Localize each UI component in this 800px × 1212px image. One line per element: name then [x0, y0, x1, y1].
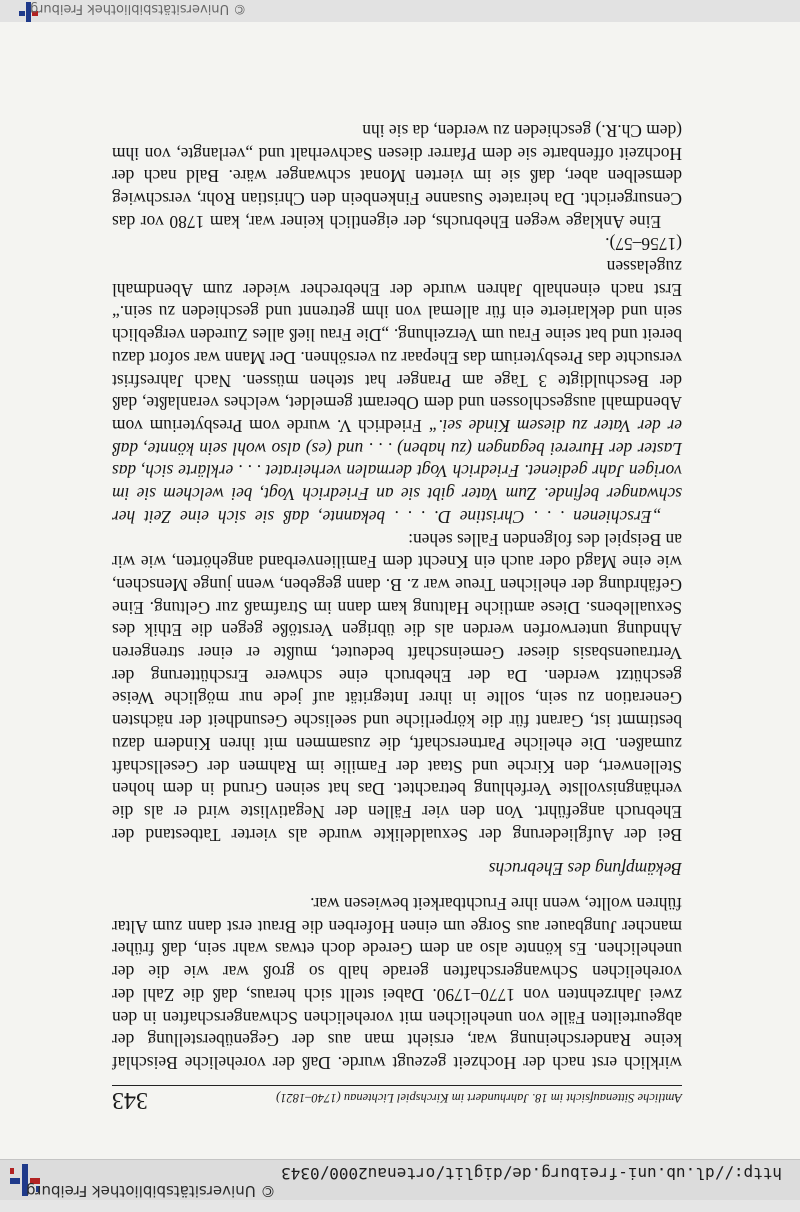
viewer-header	[0, 1159, 800, 1200]
viewer-footer	[0, 0, 800, 22]
court-record-quote: „Erschienen . . . Christine D. . . . bekannte, daß sie sich eine Zeit her schwanger befinde. Zum Vater gibt sie an Friedrich Vogt, bei welchem sie im vorigen Jahr gedienet. Friedrich Vogt dermalen verheiratet . . . erklärte sich, das Laster der Hurerei begangen (zu haben) . . . und (es) also wohl sein könnte, daß er der Vater zu diesem Kinde sei.“	[112, 416, 682, 527]
running-head	[112, 1085, 682, 1113]
footer-copyright: © Universitätsbibliothek Freiburg	[30, 1, 247, 16]
paragraph-3-reference: (1756–57).	[605, 234, 682, 255]
copyright-notice: © Universitätsbibliothek Freiburg	[26, 1182, 276, 1200]
paragraph-3-continuation: Friedrich V. wurde vom Presbyterium vom Abendmahl ausgeschlossen und dem Oberamt gemeldet, welches veranlaßte, daß der Beschuldigte 3 Tage am Pranger hat stehen müssen. Nach Jahresfrist versuchte das Presbyterium das Ehepaar zu versöhnen. Der Mann war sofort dazu bereit und bat seine Frau um Verzeihung. „Die Frau ließ alles Zureden vergeblich sein und deklarierte ein für allemal von ihm getrennt und geschieden zu sein.“ Erst nach einenhalb Jahren wurde der Ehebrecher wieder zum Abendmahl zugelassen	[112, 257, 682, 437]
section-heading: Bekämpfung des Ehebruchs	[488, 859, 682, 880]
permalink-url[interactable]: http://dl.ub.uni-freiburg.de/diglit/ortenau2000/0343	[281, 1164, 782, 1183]
paragraph-3	[112, 255, 682, 527]
paragraph-4: Eine Anklage wegen Ehebruchs, der eigentlich keiner war, kam 1780 vor das Censurgericht. Da heiratete Susanne Finkenbein den Christian Rohr, verschwieg demselben aber, daß sie im vierten Monat schwanger wäre. Bald nach der Hochzeit offenbarte sie dem Pfarrer diesen Sachverhalt und „verlangte, von ihm (dem Ch.R.) geschieden zu werden, da sie ihn	[112, 120, 682, 232]
paragraph-2: Bei der Aufgliederung der Sexualdelikte wurde als vierter Tatbestand der Ehebruch angeführt. Von den vier Fällen der Negativliste wird er als die verhängnisvollste Verfehlung betrachtet. Das hat seinen Grund in dem hohen Stellenwert, den Kirche und Staat der Familie im Rahmen der Gesellschaft zumaßen. Die eheliche Partnerschaft, die zusammen mit ihren Kindern dazu bestimmt ist, Garant für die körperliche und seelische Gesundheit der nächsten Generation zu sein, sollte in ihrer Integrität auf jede nur mögliche Weise geschützt werden. Da der Ehebruch eine schwere Erschütterung der Vertrauensbasis dieser Gemeinschaft bedeutet, mußte er einer strengeren Ahndung unterworfen werden als die übrigen Verstöße gegen die Ethik des Sexuallebens. Diese amtliche Haltung kam dann im Strafmaß zur Geltung. Eine Gefährdung der ehelichen Treue war z. B. dann gegeben, wenn junge Menschen, wie eine Magd oder auch ein Knecht dem Familienverband angehörten, wie wir an Beispiel des folgenden Falles sehen:	[112, 529, 682, 845]
paragraph-1: wirklich erst nach der Hochzeit gezeugt wurde. Daß der voreheliche Beischlaf keine Randerscheinung war, ersieht man aus der Gegenüberstellung der abgeurteilten Fälle von unehelichen mit vorehelichen Schwangerschaften in den zwei Jahrzehnten von 1770–1790. Dabei stellt sich heraus, daß die Zahl der vorehelichen Schwangerschaften gerade halb so groß war wie die der unehelichen. Es könnte also an dem Gerede doch etwas wahr sein, daß früher mancher Jungbauer aus Sorge um einen Hoferben die Braut erst dann zum Altar führen wollte, wenn ihre Fruchtbarkeit bewiesen war.	[112, 894, 682, 1073]
page-body	[112, 119, 682, 1074]
page-number: 343	[112, 1087, 148, 1113]
running-title: Amtliche Sittenaufsicht im 18. Jahrhundert im Kirchspiel Lichtenau (1740–1821)	[276, 1091, 682, 1105]
